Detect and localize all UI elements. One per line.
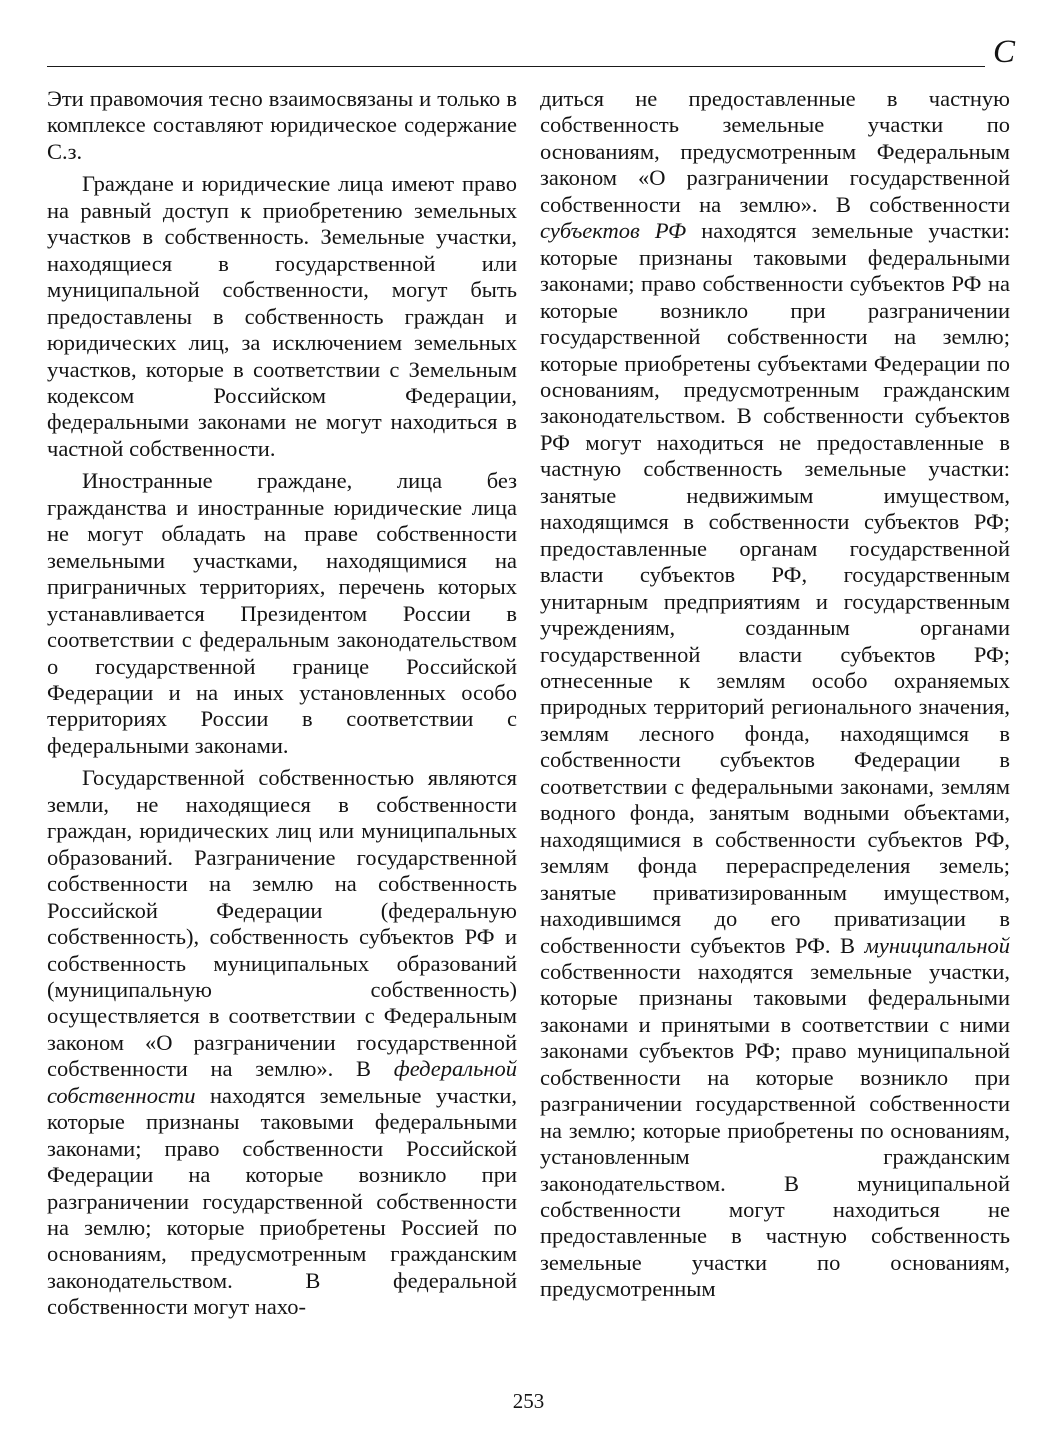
right-p1-text-middle: находятся земельные участки: которые признаны таковыми федеральными законами; право собственности субъектов РФ на которые возникло при разграничении государственной собственности на землю; которые приобретены субъектами Федерации по основаниям, предусмотренным гражданским законодательством. В собственности субъектов РФ могут находиться не предоставленные в частную собственность земельные участки: занятые недвижимым имуществом, находящимся в собственности субъектов РФ; предоставленные органам государственной власти субъектов РФ, государственным унитарным предприятиям и государственным учреждениям, созданным органами государственной власти субъектов РФ; отнесенные к землям особо охраняемых природных территорий регионального значения, землям лесного фонда, находящимся в собственности субъектов Федерации в соответствии с федеральными законами, землям водного фонда, занятым водными объектами, находящимися в собственности субъектов РФ, землям фонда перераспределения земель; занятые приватизированным имуществом, находившимся до его приватизации в собственности субъектов РФ. В <box>540 218 1010 958</box>
page-number: 253 <box>512 1389 545 1413</box>
left-paragraph-4 <box>47 765 517 1321</box>
left-column <box>47 86 517 1321</box>
left-p4-text-before: Государственной собственностью являются земли, не находящиеся в собственности граждан, юридических лиц или муниципальных образований. Разграничение государственной собственности на землю на собственность Российской Федерации (федеральную собственность), собственность субъектов РФ и собственность муниципальных образований (муниципальную собственность) осуществляется в соответствии с Федеральным законом «О разграничении государственной собственности на землю». В <box>47 765 517 1082</box>
right-p1-text-before: диться не предоставленные в частную собственность земельные участки по основаниям, предусмотренным Федеральным законом «О разграничении государственной собственности на землю». В собственности <box>540 86 1010 217</box>
left-p4-italic-term: федеральной собственности <box>47 1056 517 1108</box>
left-paragraph-2: Граждане и юридические лица имеют право на равный доступ к приобретению земельных участков в собственность. Земельные участки, находящиеся в государственной или муниципальной собственности, могут быть предоставлены в собственность граждан и юридических лиц, за исключением земельных участков, которые в соответствии с Земельным кодексом Российском Федерации, федеральными законами не могут находиться в частной собственности. <box>47 171 517 461</box>
right-p1-italic-term-1: субъектов РФ <box>540 218 687 244</box>
left-paragraph-1: Эти правомочия тесно взаимосвязаны и только в комплексе составляют юридическое содержание С.з. <box>47 86 517 164</box>
right-p1-italic-term-2: муниципальной <box>864 932 1010 958</box>
left-paragraph-3: Иностранные граждане, лица без гражданства и иностранные юридические лица не могут обладать на праве собственности земельными участками, находящимися на приграничных территориях, перечень которых устанавливается Президентом России в соответствии с федеральным законодательством о государственной границе Российской Федерации и на иных установленных особо территориях России в соответствии с федеральными законами. <box>47 468 517 758</box>
right-paragraph-1 <box>540 86 1010 1303</box>
right-p1-text-after: собственности находятся земельные участки, которые признаны таковыми федеральными законами и принятыми в соответствии с ними законами субъектов РФ; право муниципальной собственности на которые возникло при разграничении государственной собственности на землю; которые приобретены по основаниям, установленным гражданским законодательством. В муниципальной собственности могут находиться не предоставленные в частную собственность земельные участки по основаниям, предусмотренным <box>540 958 1010 1302</box>
right-column <box>540 86 1010 1303</box>
section-letter: C <box>993 34 1016 70</box>
header-rule <box>47 66 985 67</box>
left-p4-text-after: находятся земельные участки, которые признаны таковыми федеральными законами; право собственности Российской Федерации на которые возникло при разграничении государственной собственности на землю; которые приобретены Россией по основаниям, предусмотренным гражданским законодательством. В федеральной собственности могут нахо- <box>47 1082 517 1320</box>
